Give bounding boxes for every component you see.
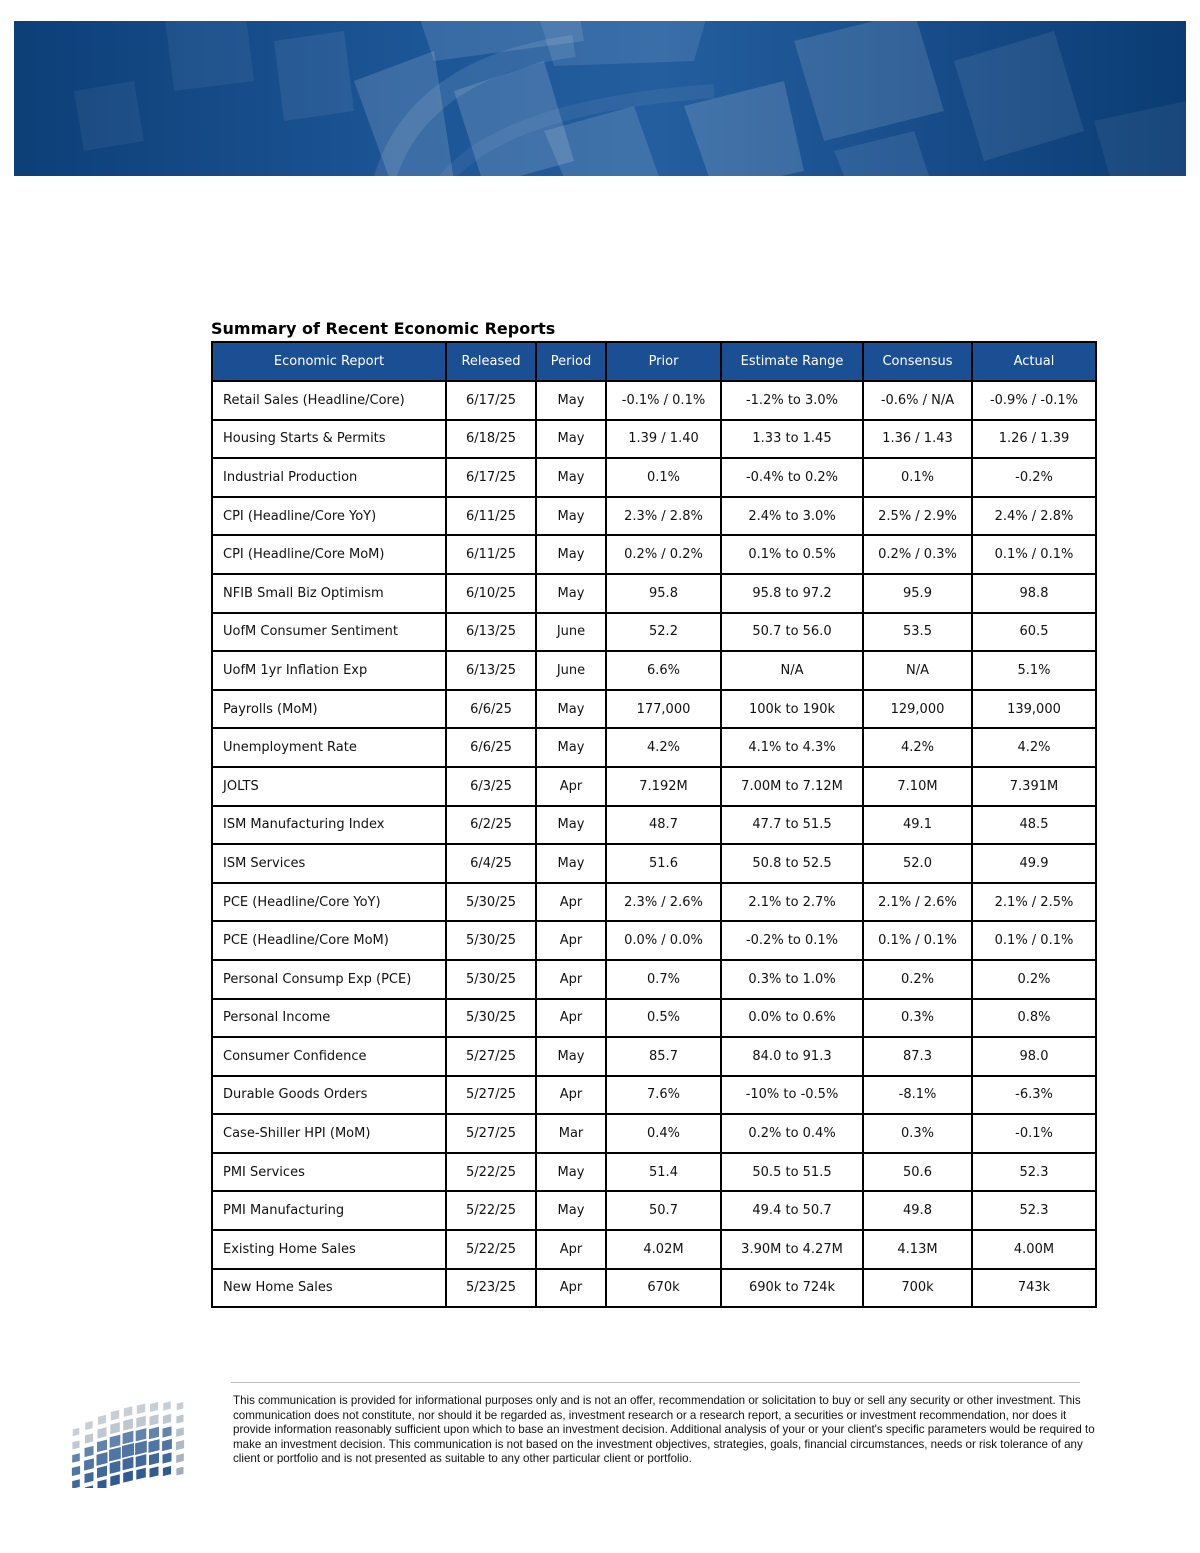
table-cell: May (536, 1191, 606, 1230)
table-cell: 5/30/25 (446, 960, 536, 999)
table-cell: 6/13/25 (446, 651, 536, 690)
table-cell: 52.2 (606, 613, 721, 652)
table-cell: 2.1% / 2.6% (863, 883, 972, 922)
table-cell: 2.4% / 2.8% (972, 497, 1096, 536)
report-name-cell: CPI (Headline/Core MoM) (212, 535, 446, 574)
table-row (212, 381, 1096, 420)
logo-cell (98, 1427, 107, 1438)
table-cell: Mar (536, 1114, 606, 1153)
table-cell: 51.6 (606, 844, 721, 883)
logo-cell (149, 1427, 159, 1439)
table-row (212, 1191, 1096, 1230)
table-cell: 98.8 (972, 574, 1096, 613)
table-cell: 6/17/25 (446, 381, 536, 420)
table-cell: 100k to 190k (721, 690, 863, 729)
table-cell: 1.33 to 1.45 (721, 420, 863, 459)
logo-cell (110, 1435, 121, 1448)
table-cell: 52.0 (863, 844, 972, 883)
table-body (212, 381, 1096, 1307)
report-name-cell: Payrolls (MoM) (212, 690, 446, 729)
table-cell: 0.1% (863, 458, 972, 497)
table-cell: 700k (863, 1269, 972, 1308)
report-name-cell: ISM Services (212, 844, 446, 883)
table-row (212, 960, 1096, 999)
logo-cell (97, 1452, 108, 1466)
table-cell: -10% to -0.5% (721, 1076, 863, 1115)
report-name-cell: PMI Services (212, 1153, 446, 1192)
economic-reports-table (211, 341, 1097, 1308)
table-row (212, 767, 1096, 806)
table-cell: 4.2% (972, 728, 1096, 767)
report-name-cell: CPI (Headline/Core YoY) (212, 497, 446, 536)
logo-cell (97, 1440, 107, 1452)
table-cell: 4.1% to 4.3% (721, 728, 863, 767)
table-cell: -0.4% to 0.2% (721, 458, 863, 497)
table-row (212, 690, 1096, 729)
table-cell: 48.7 (606, 806, 721, 845)
logo-cell (123, 1419, 133, 1431)
table-cell: 84.0 to 91.3 (721, 1037, 863, 1076)
table-cell: 50.5 to 51.5 (721, 1153, 863, 1192)
table-cell: 4.2% (863, 728, 972, 767)
table-cell: 6.6% (606, 651, 721, 690)
table-cell: N/A (863, 651, 972, 690)
banner-art (14, 21, 1186, 176)
table-cell: 670k (606, 1269, 721, 1308)
table-cell: -0.9% / -0.1% (972, 381, 1096, 420)
table-cell: -0.2% (972, 458, 1096, 497)
table-row (212, 574, 1096, 613)
table-cell: May (536, 1037, 606, 1076)
table-cell: 2.5% / 2.9% (863, 497, 972, 536)
report-name-cell: ISM Manufacturing Index (212, 806, 446, 845)
table-cell: 6/3/25 (446, 767, 536, 806)
logo-cell (109, 1447, 121, 1462)
table-cell: 6/6/25 (446, 690, 536, 729)
table-cell: 5/30/25 (446, 999, 536, 1038)
table-header-row (212, 342, 1096, 381)
table-cell: 7.192M (606, 767, 721, 806)
table-cell: 2.1% / 2.5% (972, 883, 1096, 922)
table-cell: 0.2% to 0.4% (721, 1114, 863, 1153)
logo-cell (150, 1414, 159, 1425)
table-cell: 5/27/25 (446, 1037, 536, 1076)
logo-cell (110, 1422, 120, 1434)
table-cell: 6/13/25 (446, 613, 536, 652)
report-name-cell: NFIB Small Biz Optimism (212, 574, 446, 613)
table-cell: 7.10M (863, 767, 972, 806)
table-cell: Apr (536, 960, 606, 999)
table-cell: 5/22/25 (446, 1153, 536, 1192)
table-cell: 87.3 (863, 1037, 972, 1076)
table-row (212, 728, 1096, 767)
table-cell: 5/27/25 (446, 1076, 536, 1115)
table-cell: May (536, 690, 606, 729)
table-cell: 0.2% / 0.2% (606, 535, 721, 574)
table-cell: 50.7 (606, 1191, 721, 1230)
table-cell: 1.39 / 1.40 (606, 420, 721, 459)
table-cell: 6/6/25 (446, 728, 536, 767)
table-cell: 5/30/25 (446, 921, 536, 960)
table-cell: 2.3% / 2.8% (606, 497, 721, 536)
table-cell: 129,000 (863, 690, 972, 729)
table-row (212, 1037, 1096, 1076)
pixel-globe-logo-icon (62, 1392, 192, 1488)
column-header: Consensus (863, 342, 972, 381)
page-title: Summary of Recent Economic Reports (211, 319, 556, 338)
table-cell: 6/2/25 (446, 806, 536, 845)
table-cell: 50.8 to 52.5 (721, 844, 863, 883)
logo-cell (163, 1466, 171, 1476)
table-cell: 0.0% / 0.0% (606, 921, 721, 960)
report-name-cell: PCE (Headline/Core MoM) (212, 921, 446, 960)
report-name-cell: New Home Sales (212, 1269, 446, 1308)
logo-cell (72, 1441, 79, 1450)
table-cell: 51.4 (606, 1153, 721, 1192)
logo-cell (136, 1454, 147, 1467)
table-row (212, 999, 1096, 1038)
table-cell: June (536, 613, 606, 652)
table-cell: 0.1% (606, 458, 721, 497)
logo-cell (136, 1428, 147, 1441)
table-cell: 5.1% (972, 651, 1096, 690)
table-cell: N/A (721, 651, 863, 690)
table-cell: 0.7% (606, 960, 721, 999)
table-cell: 0.8% (972, 999, 1096, 1038)
table-cell: Apr (536, 921, 606, 960)
table-cell: 52.3 (972, 1191, 1096, 1230)
logo-cell (123, 1431, 134, 1444)
table-cell: May (536, 381, 606, 420)
logo-cell (162, 1439, 172, 1451)
logo-cell (136, 1416, 146, 1428)
table-cell: 4.02M (606, 1230, 721, 1269)
table-row (212, 806, 1096, 845)
table-cell: 7.6% (606, 1076, 721, 1115)
logo-cell (73, 1428, 80, 1436)
logo-cell (176, 1467, 183, 1476)
table-cell: 49.9 (972, 844, 1096, 883)
column-header: Period (536, 342, 606, 381)
logo-cell (85, 1446, 94, 1457)
logo-cell (111, 1410, 119, 1420)
logo-cell (85, 1485, 93, 1488)
table-cell: May (536, 458, 606, 497)
report-name-cell: JOLTS (212, 767, 446, 806)
table-cell: May (536, 844, 606, 883)
logo-cell (110, 1461, 121, 1474)
logo-cell (85, 1433, 93, 1443)
table-cell: -0.1% / 0.1% (606, 381, 721, 420)
report-name-cell: UofM 1yr Inflation Exp (212, 651, 446, 690)
table-row (212, 1076, 1096, 1115)
header-banner (14, 21, 1186, 176)
table-cell: 95.8 (606, 574, 721, 613)
table-cell: 47.7 to 51.5 (721, 806, 863, 845)
table-cell: May (536, 728, 606, 767)
table-cell: 0.3% (863, 999, 972, 1038)
logo-cell (123, 1471, 133, 1483)
table-cell: 49.1 (863, 806, 972, 845)
table-cell: 5/22/25 (446, 1230, 536, 1269)
column-header: Actual (972, 342, 1096, 381)
report-name-cell: Housing Starts & Permits (212, 420, 446, 459)
report-name-cell: Unemployment Rate (212, 728, 446, 767)
table-cell: 7.391M (972, 767, 1096, 806)
table-row (212, 1230, 1096, 1269)
report-name-cell: PMI Manufacturing (212, 1191, 446, 1230)
table-cell: 6/4/25 (446, 844, 536, 883)
table-cell: 60.5 (972, 613, 1096, 652)
table-row (212, 844, 1096, 883)
column-header: Estimate Range (721, 342, 863, 381)
table-cell: 0.2% (863, 960, 972, 999)
logo-cell (177, 1402, 184, 1410)
table-cell: 4.2% (606, 728, 721, 767)
table-cell: 6/11/25 (446, 497, 536, 536)
table-cell: 53.5 (863, 613, 972, 652)
table-cell: 95.9 (863, 574, 972, 613)
table-cell: 0.3% to 1.0% (721, 960, 863, 999)
table-row (212, 497, 1096, 536)
table-cell: 1.36 / 1.43 (863, 420, 972, 459)
logo-cell (85, 1421, 92, 1430)
logo-cell (72, 1479, 80, 1488)
table-cell: 1.26 / 1.39 (972, 420, 1096, 459)
report-name-cell: Durable Goods Orders (212, 1076, 446, 1115)
table-cell: 6/10/25 (446, 574, 536, 613)
logo-cell (72, 1466, 80, 1476)
table-cell: 49.4 to 50.7 (721, 1191, 863, 1230)
table-cell: 2.3% / 2.6% (606, 883, 721, 922)
logo-cell (150, 1466, 159, 1477)
table-cell: 85.7 (606, 1037, 721, 1076)
table-cell: 6/17/25 (446, 458, 536, 497)
column-header: Prior (606, 342, 721, 381)
logo-cell (149, 1439, 160, 1453)
table-cell: 6/18/25 (446, 420, 536, 459)
table-row (212, 651, 1096, 690)
table-cell: May (536, 535, 606, 574)
logo-cell (176, 1440, 184, 1450)
table-cell: 6/11/25 (446, 535, 536, 574)
logo-cell (123, 1457, 134, 1470)
logo-cell (163, 1414, 171, 1424)
logo-cell (163, 1452, 172, 1463)
table-cell: 5/22/25 (446, 1191, 536, 1230)
table-cell: May (536, 1153, 606, 1192)
logo-cell (176, 1415, 183, 1424)
table-row (212, 883, 1096, 922)
table-cell: 52.3 (972, 1153, 1096, 1192)
table-row (212, 613, 1096, 652)
table-cell: 5/27/25 (446, 1114, 536, 1153)
table-cell: 139,000 (972, 690, 1096, 729)
logo-cell (97, 1466, 107, 1478)
logo-cell (85, 1472, 94, 1483)
table-cell: 0.3% (863, 1114, 972, 1153)
table-cell: -0.2% to 0.1% (721, 921, 863, 960)
table-cell: June (536, 651, 606, 690)
table-cell: 0.4% (606, 1114, 721, 1153)
table-cell: 4.00M (972, 1230, 1096, 1269)
table-cell: 50.6 (863, 1153, 972, 1192)
table-cell: 5/23/25 (446, 1269, 536, 1308)
table-cell: 50.7 to 56.0 (721, 613, 863, 652)
table-row (212, 420, 1096, 459)
table-row (212, 921, 1096, 960)
report-name-cell: Personal Income (212, 999, 446, 1038)
table-cell: 48.5 (972, 806, 1096, 845)
table-cell: Apr (536, 1230, 606, 1269)
table-cell: 0.0% to 0.6% (721, 999, 863, 1038)
divider (231, 1382, 1080, 1383)
logo-cell (163, 1401, 170, 1410)
report-name-cell: Consumer Confidence (212, 1037, 446, 1076)
logo-cell (72, 1453, 80, 1462)
table-cell: Apr (536, 767, 606, 806)
disclaimer-text: This communication is provided for informational purposes only and is not an offer, recommendation or solicitation to buy or sell any security or other investment. This communication does not constitute, nor should it be regarded as, investment research or a research report, a securities or investment recommendation, nor does it provide information reasonably sufficient upon which to base an investment decision. Additional analysis of your or your client's specific parameters would be required to make an investment decision. This communication is not based on the investment objectives, strategies, goals, financial circumstances, needs or risk tolerance of any client or portfolio and is not presented as suitable to any other particular client or portfolio. (233, 1394, 1095, 1464)
logo-cell (136, 1468, 146, 1480)
table-row (212, 535, 1096, 574)
logo-cell (98, 1415, 106, 1425)
table-cell: 0.1% / 0.1% (972, 921, 1096, 960)
logo-cell (137, 1404, 145, 1414)
table-cell: Apr (536, 883, 606, 922)
report-name-cell: Retail Sales (Headline/Core) (212, 381, 446, 420)
table-cell: 0.2% / 0.3% (863, 535, 972, 574)
table-cell: -0.6% / N/A (863, 381, 972, 420)
table-cell: Apr (536, 999, 606, 1038)
table-row (212, 1269, 1096, 1308)
table-cell: 0.2% (972, 960, 1096, 999)
column-header: Economic Report (212, 342, 446, 381)
table-cell: 49.8 (863, 1191, 972, 1230)
logo-cell (122, 1443, 134, 1458)
table-cell: -8.1% (863, 1076, 972, 1115)
logo-cell (176, 1453, 184, 1462)
logo-cell (124, 1406, 133, 1417)
table-cell: 7.00M to 7.12M (721, 767, 863, 806)
table-cell: 0.1% / 0.1% (972, 535, 1096, 574)
column-header: Released (446, 342, 536, 381)
table-cell: 0.1% to 0.5% (721, 535, 863, 574)
table-cell: 2.1% to 2.7% (721, 883, 863, 922)
table-cell: -0.1% (972, 1114, 1096, 1153)
logo-cell (110, 1474, 120, 1486)
logo-cell (98, 1479, 107, 1488)
table-cell: 95.8 to 97.2 (721, 574, 863, 613)
table-row (212, 458, 1096, 497)
table-cell: 0.1% / 0.1% (863, 921, 972, 960)
report-name-cell: Personal Consump Exp (PCE) (212, 960, 446, 999)
logo-cell (84, 1458, 94, 1470)
table-row (212, 1153, 1096, 1192)
table-cell: 177,000 (606, 690, 721, 729)
report-name-cell: Case-Shiller HPI (MoM) (212, 1114, 446, 1153)
table-cell: May (536, 806, 606, 845)
report-name-cell: Existing Home Sales (212, 1230, 446, 1269)
logo-cell (149, 1453, 159, 1465)
table-cell: May (536, 574, 606, 613)
report-name-cell: PCE (Headline/Core YoY) (212, 883, 446, 922)
logo-cell (176, 1427, 184, 1436)
logo-cell (135, 1440, 147, 1455)
table-cell: 0.5% (606, 999, 721, 1038)
table-cell: 3.90M to 4.27M (721, 1230, 863, 1269)
table-cell: 743k (972, 1269, 1096, 1308)
report-name-cell: Industrial Production (212, 458, 446, 497)
table-cell: 2.4% to 3.0% (721, 497, 863, 536)
table-cell: Apr (536, 1269, 606, 1308)
table-row (212, 1114, 1096, 1153)
table-cell: -1.2% to 3.0% (721, 381, 863, 420)
table-cell: 98.0 (972, 1037, 1096, 1076)
table-cell: May (536, 420, 606, 459)
table-cell: -6.3% (972, 1076, 1096, 1115)
table-cell: May (536, 497, 606, 536)
table-cell: 690k to 724k (721, 1269, 863, 1308)
table-cell: 4.13M (863, 1230, 972, 1269)
report-name-cell: UofM Consumer Sentiment (212, 613, 446, 652)
table-cell: Apr (536, 1076, 606, 1115)
table-cell: 5/30/25 (446, 883, 536, 922)
logo-cell (163, 1426, 172, 1437)
logo-cell (150, 1402, 158, 1412)
